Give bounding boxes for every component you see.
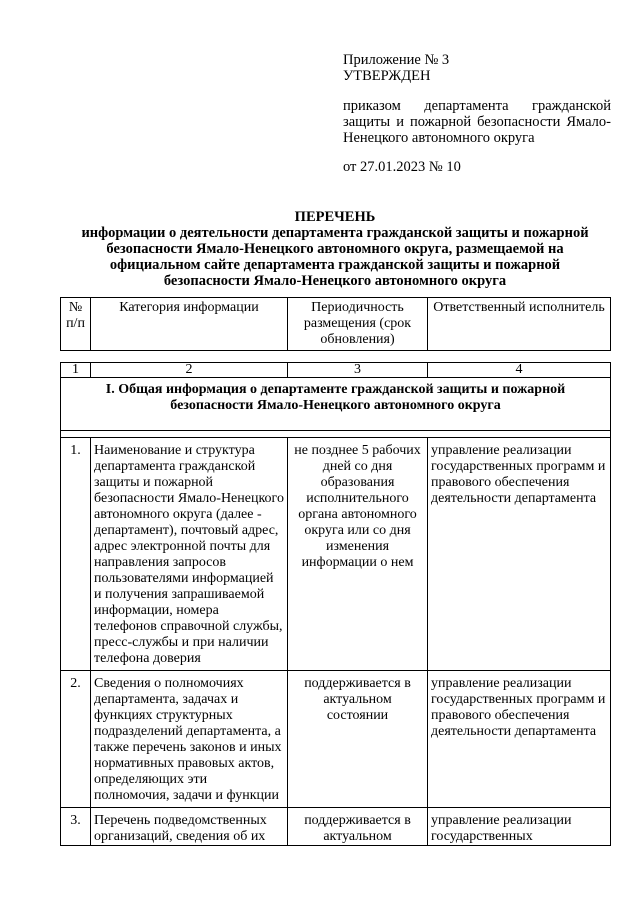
approved-label: УТВЕРЖДЕН (343, 68, 431, 84)
row-category-text: Перечень подведомственных организаций, сведения об их (94, 813, 267, 844)
table-row (61, 808, 611, 846)
table-row (61, 438, 611, 671)
document-title (60, 209, 610, 289)
table-row (61, 671, 611, 808)
row-number (61, 808, 91, 846)
row-period (288, 808, 428, 846)
section-row (61, 378, 611, 431)
row-period-text: поддерживается в актуальном (304, 813, 411, 844)
spacer-row (61, 431, 611, 438)
row-category: Наименование и структура департамента гражданской защиты и пожарной безопасности Ямало-Ненецкого автономного округа (далее - департамент), почтовый адрес, адрес электронной почты для направления запросов пользователями информацией и получения запрашиваемой информации, номера телефонов справочной службы, пресс-службы и при наличии телефона доверия (91, 438, 288, 671)
column-number: 2 (91, 363, 288, 378)
column-number-row (61, 363, 611, 378)
row-category (91, 808, 288, 846)
column-number: 3 (288, 363, 428, 378)
appendix-label: Приложение № 3 (343, 52, 450, 68)
column-number: 1 (61, 363, 91, 378)
approval-date: от 27.01.2023 № 10 (343, 159, 461, 175)
header-period: Периодичность размещения (срок обновления) (288, 298, 428, 351)
column-number: 4 (428, 363, 611, 378)
row-responsible: управление реализации государственных программ и правового обеспечения деятельности департамента (428, 671, 611, 808)
row-period: не позднее 5 рабочих дней со дня образования исполнительного органа автономного округа или со дня изменения информации о нем (288, 438, 428, 671)
spacer-cell (61, 431, 611, 438)
title-heading: ПЕРЕЧЕНЬ (294, 209, 376, 225)
title-line: безопасности Ямало-Ненецкого автономного округа, размещаемой на (106, 241, 564, 257)
row-responsible-text: управление реализации государственных (431, 813, 572, 844)
row-number: 1. (61, 438, 91, 671)
row-responsible: управление реализации государственных программ и правового обеспечения деятельности департамента (428, 438, 611, 671)
approval-order-text: приказом департамента гражданской защиты и пожарной безопасности Ямало-Ненецкого автономного округа (343, 98, 611, 146)
header-number: № п/п (61, 298, 91, 351)
header-category: Категория информации (91, 298, 288, 351)
title-line: официальном сайте департамента гражданской защиты и пожарной (109, 257, 561, 273)
title-line: информации о деятельности департамента гражданской защиты и пожарной (81, 225, 589, 241)
section-title: I. Общая информация о департаменте гражданской защиты и пожарной безопасности Ямало-Ненецкого автономного округа (61, 378, 611, 431)
table-header (60, 297, 611, 351)
title-line: безопасности Ямало-Ненецкого автономного округа (163, 273, 507, 289)
row-responsible (428, 808, 611, 846)
approval-header (343, 52, 611, 84)
row-number: 2. (61, 671, 91, 808)
header-responsible: Ответственный исполнитель (428, 298, 611, 351)
information-table (60, 362, 611, 846)
row-number-text: 3. (70, 813, 81, 828)
row-period: поддерживается в актуальном состоянии (288, 671, 428, 808)
row-category: Сведения о полномочиях департамента, задачах и функциях структурных подразделений департамента, а также перечень законов и иных нормативных правовых актов, определяющих эти полномочия, задачи и функции (91, 671, 288, 808)
